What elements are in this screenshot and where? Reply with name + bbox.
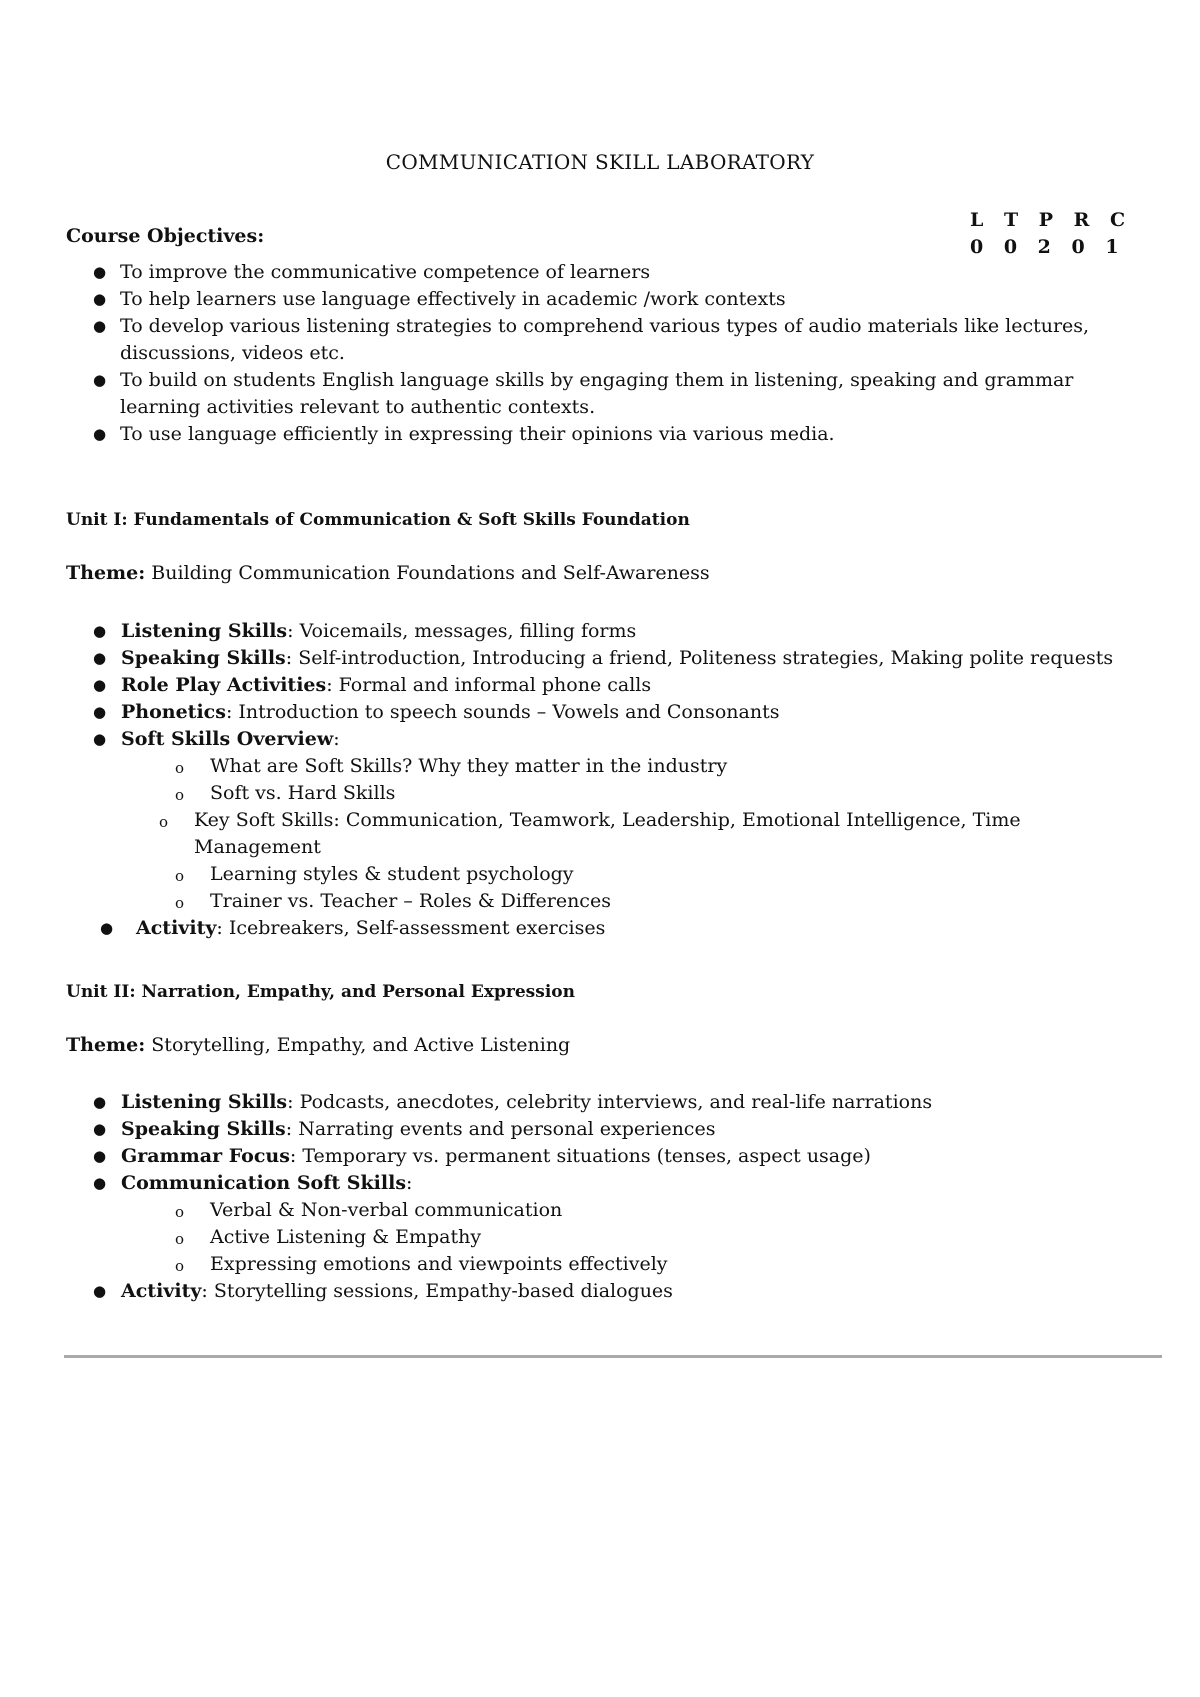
list-item (0, 726, 1140, 753)
list-item (0, 699, 1140, 726)
bullet-icon: ● (93, 425, 107, 443)
list-item (0, 421, 1150, 448)
sub-bullet-icon: o (175, 786, 185, 804)
unit-2-theme (66, 1034, 570, 1056)
bullet-icon: ● (93, 1120, 107, 1138)
list-item (0, 618, 1140, 645)
topic-label: Speaking Skills (121, 647, 286, 669)
sub-topic-text: Key Soft Skills: Communication, Teamwork, Leadership, Emotional Intelligence, Time Management (194, 809, 1021, 858)
topic-label: Grammar Focus (121, 1145, 290, 1167)
objective-text: To improve the communicative competence of learners (120, 261, 651, 283)
bullet-icon: ● (93, 1174, 107, 1192)
topic-label: Communication Soft Skills (121, 1172, 407, 1194)
bullet-icon: ● (93, 1282, 107, 1300)
topic-text: : (333, 728, 340, 750)
list-item (0, 259, 1150, 286)
bullet-icon: ● (93, 1147, 107, 1165)
sub-list-item (0, 861, 1140, 888)
topic-text: : Formal and informal phone calls (326, 674, 652, 696)
sub-bullet-icon: o (175, 894, 185, 912)
list-item (0, 1089, 1140, 1116)
unit-1-theme (66, 562, 710, 584)
bullet-icon: ● (93, 649, 107, 667)
objective-text: To use language efficiently in expressing their opinions via various media. (120, 423, 835, 445)
ltprc-block (970, 207, 1132, 261)
list-item (0, 367, 1150, 421)
topic-label: Soft Skills Overview (121, 728, 334, 750)
topic-label: Phonetics (121, 701, 226, 723)
sub-topic-text: Soft vs. Hard Skills (210, 782, 396, 804)
theme-text: Storytelling, Empathy, and Active Listening (145, 1034, 571, 1056)
topic-label: Listening Skills (121, 1091, 288, 1113)
list-item (0, 1170, 1140, 1197)
bullet-icon: ● (93, 371, 107, 389)
ltprc-letters: L T P R C (970, 209, 1133, 231)
bullet-icon: ● (93, 622, 107, 640)
objective-text: To build on students English language skills by engaging them in listening, speaking and grammar learning activities relevant to authentic contexts. (120, 369, 1074, 418)
theme-label: Theme: (66, 562, 146, 584)
list-item (0, 1278, 1140, 1305)
sub-bullet-icon: o (159, 813, 169, 831)
topic-text: : Podcasts, anecdotes, celebrity interviews, and real-life narrations (287, 1091, 933, 1113)
list-item (0, 1116, 1140, 1143)
sub-bullet-icon: o (175, 759, 185, 777)
bullet-icon: ● (93, 1093, 107, 1111)
sub-topic-text: What are Soft Skills? Why they matter in the industry (210, 755, 728, 777)
sub-list-item (0, 888, 1140, 915)
topic-text: : Storytelling sessions, Empathy-based dialogues (201, 1280, 673, 1302)
topic-text: : Temporary vs. permanent situations (tenses, aspect usage) (289, 1145, 871, 1167)
unit-1-heading: Unit I: Fundamentals of Communication & Soft Skills Foundation (66, 510, 690, 530)
sub-topic-text: Trainer vs. Teacher – Roles & Differences (210, 890, 611, 912)
unit-2-topic-list (0, 1089, 1140, 1305)
sub-topic-text: Expressing emotions and viewpoints effectively (210, 1253, 668, 1275)
bullet-icon: ● (93, 703, 107, 721)
course-objectives-heading: Course Objectives: (66, 225, 265, 247)
theme-label: Theme: (66, 1034, 146, 1056)
list-item (0, 1143, 1140, 1170)
sub-list-item (0, 753, 1140, 780)
ltprc-values: 0 0 2 0 1 (970, 236, 1126, 258)
topic-text: : Self-introduction, Introducing a friend, Politeness strategies, Making polite requests (285, 647, 1114, 669)
unit-1-topic-list (0, 618, 1140, 942)
topic-text: : Icebreakers, Self-assessment exercises (216, 917, 606, 939)
theme-text: Building Communication Foundations and Self-Awareness (145, 562, 710, 584)
bullet-icon: ● (93, 290, 107, 308)
unit-2-heading: Unit II: Narration, Empathy, and Personal Expression (66, 982, 575, 1002)
sub-list-item (0, 780, 1140, 807)
sub-bullet-icon: o (175, 1230, 185, 1248)
list-item (0, 313, 1150, 367)
topic-text: : (406, 1172, 413, 1194)
topic-label: Activity (136, 917, 217, 939)
sub-list-item (0, 1251, 1140, 1278)
sub-list-item (0, 1224, 1140, 1251)
course-objectives-list (0, 259, 1150, 448)
list-item (0, 915, 1140, 942)
topic-text: : Narrating events and personal experiences (285, 1118, 716, 1140)
list-item (0, 286, 1150, 313)
bullet-icon: ● (93, 263, 107, 281)
bullet-icon: ● (93, 676, 107, 694)
bullet-icon: ● (93, 730, 107, 748)
sub-bullet-icon: o (175, 1257, 185, 1275)
topic-text: : Voicemails, messages, filling forms (287, 620, 637, 642)
bullet-icon: ● (100, 919, 114, 937)
sub-topic-text: Active Listening & Empathy (210, 1226, 482, 1248)
sub-topic-text: Learning styles & student psychology (210, 863, 574, 885)
sub-bullet-icon: o (175, 1203, 185, 1221)
objective-text: To develop various listening strategies to comprehend various types of audio materials like lectures, discussions, videos etc. (120, 315, 1090, 364)
list-item (0, 645, 1140, 672)
sub-list-item (0, 807, 1140, 861)
bullet-icon: ● (93, 317, 107, 335)
topic-label: Activity (121, 1280, 202, 1302)
objective-text: To help learners use language effectively in academic /work contexts (120, 288, 786, 310)
sub-list-item (0, 1197, 1140, 1224)
topic-label: Speaking Skills (121, 1118, 286, 1140)
sub-bullet-icon: o (175, 867, 185, 885)
document-title: COMMUNICATION SKILL LABORATORY (385, 150, 815, 174)
topic-text: : Introduction to speech sounds – Vowels and Consonants (225, 701, 780, 723)
topic-label: Role Play Activities (121, 674, 327, 696)
sub-topic-text: Verbal & Non-verbal communication (210, 1199, 563, 1221)
list-item (0, 672, 1140, 699)
topic-label: Listening Skills (121, 620, 288, 642)
horizontal-divider (64, 1355, 1162, 1358)
